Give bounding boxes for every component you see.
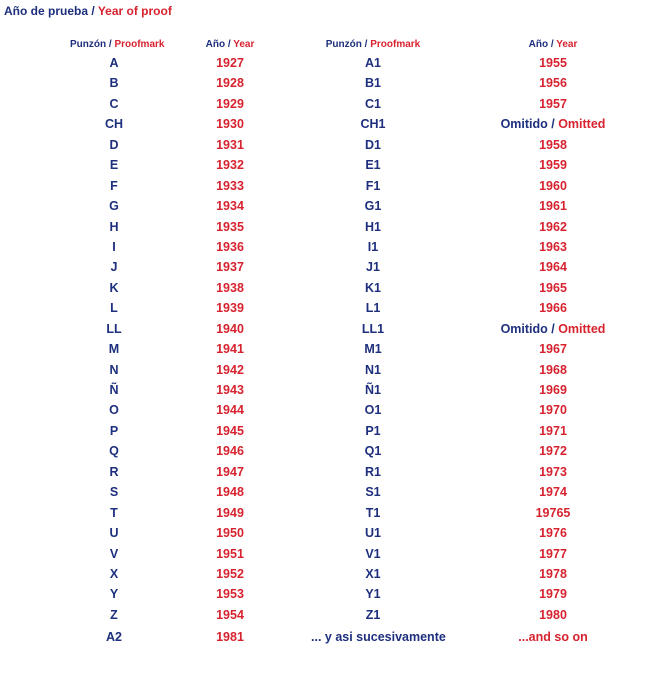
table-row (0, 217, 666, 237)
year-cell: 1950 (216, 526, 244, 541)
table-row (0, 380, 666, 400)
omitted-cell (483, 319, 623, 339)
proofmark-cell: Ñ1 (365, 383, 381, 397)
table-row (0, 73, 666, 93)
year-cell: 1934 (216, 199, 244, 214)
title-separator: / (88, 4, 98, 18)
year-cell: 1938 (216, 280, 244, 295)
table-row (0, 564, 666, 584)
proofmark-cell: L (110, 301, 118, 316)
table-row (0, 400, 666, 420)
proofmark-cell: H1 (365, 219, 381, 234)
year-cell: 1960 (539, 178, 567, 193)
proofmark-cell: I1 (367, 239, 379, 254)
year-cell: 1954 (216, 607, 244, 622)
header-punzon-label: Punzón (70, 39, 107, 50)
table-row (0, 544, 666, 564)
year-cell: 1970 (539, 403, 567, 418)
proofmark-cell: S1 (365, 485, 381, 500)
year-cell: 1969 (539, 383, 567, 397)
header-ano-label: Año (205, 39, 226, 50)
year-cell: 1941 (216, 342, 244, 357)
proofmark-cell: C1 (365, 96, 381, 111)
header-separator: / (361, 39, 371, 50)
proofmark-cell: Y (109, 587, 119, 602)
year-cell: 1935 (216, 219, 244, 234)
proofmark-cell: G (109, 199, 119, 214)
table-row (0, 625, 666, 649)
proofmark-cell: L1 (365, 301, 381, 316)
table-row (0, 94, 666, 114)
year-cell: 1940 (216, 321, 244, 336)
header-proofmark-left (70, 38, 165, 52)
table-row (0, 584, 666, 604)
proofmark-cell: Q1 (364, 444, 382, 459)
header-proofmark-label: Proofmark (114, 39, 165, 50)
proofmark-cell: A1 (365, 56, 381, 70)
omitted-es: Omitido (500, 321, 548, 336)
year-cell: 1947 (216, 464, 244, 479)
proofmark-cell: V1 (365, 546, 381, 561)
proofmark-cell: E1 (365, 158, 381, 173)
table-row (0, 462, 666, 482)
year-cell: 1973 (539, 464, 567, 479)
header-punzon-label: Punzón (325, 39, 362, 50)
proofmark-cell: J (110, 260, 118, 275)
omitted-en: Omitted (558, 117, 606, 132)
table-row (0, 441, 666, 461)
proofmark-cell: Z (110, 607, 118, 622)
table-row (0, 155, 666, 175)
year-cell: 1949 (216, 505, 244, 520)
title-en: Year of proof (97, 4, 172, 18)
year-cell: 1933 (216, 178, 244, 193)
year-cell: 1974 (539, 485, 567, 500)
table-row (0, 339, 666, 359)
year-cell: 1976 (539, 526, 567, 541)
proofmark-cell: LL (106, 321, 122, 336)
year-cell: 1981 (216, 630, 244, 645)
omitted-separator: / (547, 321, 559, 336)
year-cell: 1957 (539, 96, 567, 111)
proofmark-cell: F1 (365, 178, 381, 193)
proofmark-cell: I (112, 239, 116, 254)
proofmark-cell: A (109, 56, 119, 70)
omitted-es: Omitido (500, 117, 548, 132)
proofmark-cell: P (109, 423, 119, 438)
proofmark-cell: R1 (365, 464, 381, 479)
table-row (0, 257, 666, 277)
proofmark-cell: P1 (365, 423, 381, 438)
year-cell: 19765 (535, 505, 571, 520)
year-cell: 1959 (539, 158, 567, 173)
proofmark-cell: CH (104, 117, 124, 132)
proofmark-cell: Q (109, 444, 119, 459)
table-row (0, 523, 666, 543)
year-cell: 1946 (216, 444, 244, 459)
header-separator: / (106, 39, 115, 50)
year-cell: 1936 (216, 239, 244, 254)
proofmark-cell: H (109, 219, 119, 234)
proofmark-cell: N (109, 362, 119, 377)
year-cell: 1972 (539, 444, 567, 459)
table-row (0, 135, 666, 155)
table-row (0, 196, 666, 216)
proofmark-cell: K (109, 280, 119, 295)
title-es: Año de prueba (4, 4, 89, 18)
header-ano-label: Año (528, 39, 549, 50)
year-cell: 1980 (539, 607, 567, 622)
header-separator: / (548, 39, 557, 50)
year-cell: 1953 (216, 587, 244, 602)
year-cell: 1932 (216, 158, 244, 173)
omitted-en: Omitted (558, 321, 606, 336)
year-cell: ...and so on (518, 630, 588, 645)
year-cell: 1955 (539, 56, 567, 70)
table-row (0, 421, 666, 441)
proofmark-cell: D1 (365, 137, 381, 152)
proofmark-cell: T (110, 505, 118, 520)
year-cell: 1939 (216, 301, 244, 316)
proofmark-cell: V (109, 546, 119, 561)
proofmark-cell: U1 (365, 526, 381, 541)
year-cell: 1937 (216, 260, 244, 275)
table-row (0, 114, 666, 134)
proofmark-cell: X1 (365, 566, 381, 581)
proofmark-cell: CH1 (360, 117, 386, 132)
year-cell: 1977 (539, 546, 567, 561)
proofmark-cell: Y1 (365, 587, 381, 602)
year-cell: 1963 (539, 239, 567, 254)
year-cell: 1945 (216, 423, 244, 438)
proofmark-cell: T1 (365, 505, 381, 520)
year-cell: 1931 (216, 137, 244, 152)
omitted-separator: / (547, 117, 559, 132)
year-cell: 1952 (216, 566, 244, 581)
proofmark-cell: M1 (364, 342, 382, 357)
proofmark-cell: Z1 (365, 607, 381, 622)
proofmark-cell: K1 (365, 280, 381, 295)
table-row (0, 482, 666, 502)
table-row (0, 298, 666, 318)
proofmark-cell: R (109, 464, 119, 479)
proofmark-cell: U (109, 526, 119, 541)
header-year-right (483, 38, 623, 52)
year-cell: 1942 (216, 362, 244, 377)
proofmark-cell: O (109, 403, 119, 418)
header-proofmark-label: Proofmark (370, 39, 421, 50)
omitted-cell (483, 114, 623, 134)
table-row (0, 176, 666, 196)
proofmark-cell: D (109, 137, 119, 152)
proofmark-table (0, 53, 666, 649)
header-year-left (193, 38, 267, 52)
year-cell: 1964 (539, 260, 567, 275)
year-cell: 1965 (539, 280, 567, 295)
proofmark-cell: B1 (365, 76, 381, 91)
year-cell: 1943 (216, 383, 244, 397)
year-cell: 1978 (539, 566, 567, 581)
year-cell: 1979 (539, 587, 567, 602)
header-separator: / (225, 39, 234, 50)
header-year-label: Year (556, 39, 578, 50)
year-cell: 1958 (539, 137, 567, 152)
proofmark-cell: Ñ (109, 383, 119, 397)
proofmark-cell: F (110, 178, 118, 193)
proofmark-cell: S (109, 485, 119, 500)
year-cell: 1948 (216, 485, 244, 500)
year-cell: 1962 (539, 219, 567, 234)
proofmark-cell: O1 (364, 403, 382, 418)
header-proofmark-right (311, 38, 435, 52)
year-cell: 1961 (539, 199, 567, 214)
table-row (0, 53, 666, 73)
year-cell: 1927 (216, 56, 244, 70)
proofmark-cell: M (108, 342, 120, 357)
header-year-label: Year (233, 39, 255, 50)
table-row (0, 319, 666, 339)
proofmark-cell: A2 (106, 630, 122, 645)
table-row (0, 503, 666, 523)
year-cell: 1968 (539, 362, 567, 377)
proofmark-cell: C (109, 96, 119, 111)
proofmark-cell: LL1 (361, 321, 385, 336)
proofmark-cell: J1 (366, 260, 380, 275)
year-cell: 1956 (539, 76, 567, 91)
proofmark-cell: N1 (365, 362, 381, 377)
proofmark-cell: ... y asi sucesivamente (311, 630, 446, 645)
year-cell: 1951 (216, 546, 244, 561)
year-cell: 1944 (216, 403, 244, 418)
year-cell: 1966 (539, 301, 567, 316)
year-cell: 1967 (539, 342, 567, 357)
year-cell: 1930 (216, 117, 244, 132)
year-cell: 1929 (216, 96, 244, 111)
year-cell: 1928 (216, 76, 244, 91)
table-row (0, 237, 666, 257)
table-row (0, 360, 666, 380)
proofmark-cell: G1 (364, 199, 382, 214)
table-row (0, 605, 666, 625)
page-title (4, 4, 172, 18)
proofmark-cell: B (109, 76, 119, 91)
table-row (0, 278, 666, 298)
proofmark-cell: E (109, 158, 119, 173)
year-cell: 1971 (539, 423, 567, 438)
proofmark-cell: X (109, 566, 119, 581)
